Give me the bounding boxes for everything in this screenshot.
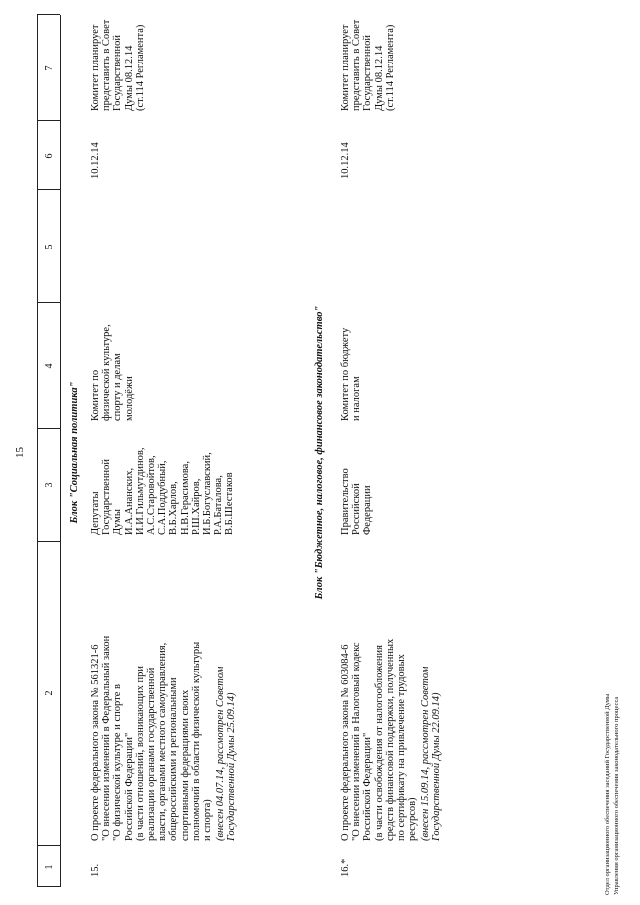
column-number-2: 2 [44, 690, 55, 696]
column-number-3: 3 [44, 482, 55, 488]
col-divider [37, 541, 60, 542]
column-number-6: 6 [44, 153, 55, 159]
col-divider [37, 302, 60, 303]
col-divider [37, 428, 60, 429]
col-divider [37, 189, 60, 190]
column-number-5: 5 [44, 244, 55, 250]
row-number: 16.* [340, 858, 351, 877]
header-bottom-border [60, 15, 61, 887]
row-note: (внесен 04.07.14, рассмотрен Советом Государственной Думы 25.09.14) [215, 666, 238, 841]
row-title: О проекте федерального закона № 561321-6 "О внесении изменений в Федеральный закон "О физической культуре и спорте в Российской Федерации" (в части отношений, возникающих при реализации органами государственной власти, органами местного самоуправления, общероссийскими и региональными спортивными федерациями своих полномочий в области физической культуры и спорта) [90, 635, 214, 841]
block-heading-social: Блок "Социальная политика" [69, 381, 80, 524]
column-number-4: 4 [44, 363, 55, 369]
header-top-border [37, 15, 38, 887]
row-authors: Депутаты Государственной Думы И.А.Ананских, И.И.Гильмутдинов, А.С.Старовойтов, С.А.Поддубный, В.Б.Харлов, Н.В.Герасимова, Р.Ш.Хайров, И.Б.Богуславский, Р.А.Баталова, В.Б.Шестаков [90, 447, 236, 535]
row-plan: Комитет планирует представить в Совет Государственной Думы 08.12.14 (ст.114 Регламента) [90, 19, 146, 111]
block-heading-budget: Блок "Бюджетное, налоговое, финансовое законодательство" [314, 305, 325, 600]
row-date: 10.12.14 [90, 142, 101, 179]
row-committee: Комитет по бюджету и налогам [340, 327, 363, 421]
row-plan: Комитет планирует представить в Совет Государственной Думы 08.12.14 (ст.114 Регламента) [340, 19, 396, 111]
footer-line-2: Управления организационного обеспечения законодательного процесса [613, 696, 620, 895]
row-date: 10.12.14 [340, 142, 351, 179]
row-note: (внесен 15.09.14, рассмотрен Советом Государственной Думы 22.09.14) [420, 666, 443, 841]
col-divider [37, 120, 60, 121]
page-number: 15 [14, 447, 26, 458]
column-number-7: 7 [44, 65, 55, 71]
row-authors: Правительство Российской Федерации [340, 468, 374, 535]
row-number: 15. [90, 863, 101, 877]
col-divider [37, 886, 60, 887]
row-title: О проекте федерального закона № 603084-6 "О внесении изменений в Налоговый кодекс Российской Федерации" (в части освобождения от налогообложения средств финансовой поддержки, полученных по сертификату на привлечение трудовых ресурсов) [340, 638, 419, 841]
col-divider [37, 14, 60, 15]
row-committee: Комитет по физической культуре, спорту и делам молодёжи [90, 324, 135, 421]
column-number-1: 1 [44, 864, 55, 870]
footer-line-1: Отдел организационного обеспечения заседаний Государственной Думы [604, 693, 611, 895]
col-divider [37, 845, 60, 846]
